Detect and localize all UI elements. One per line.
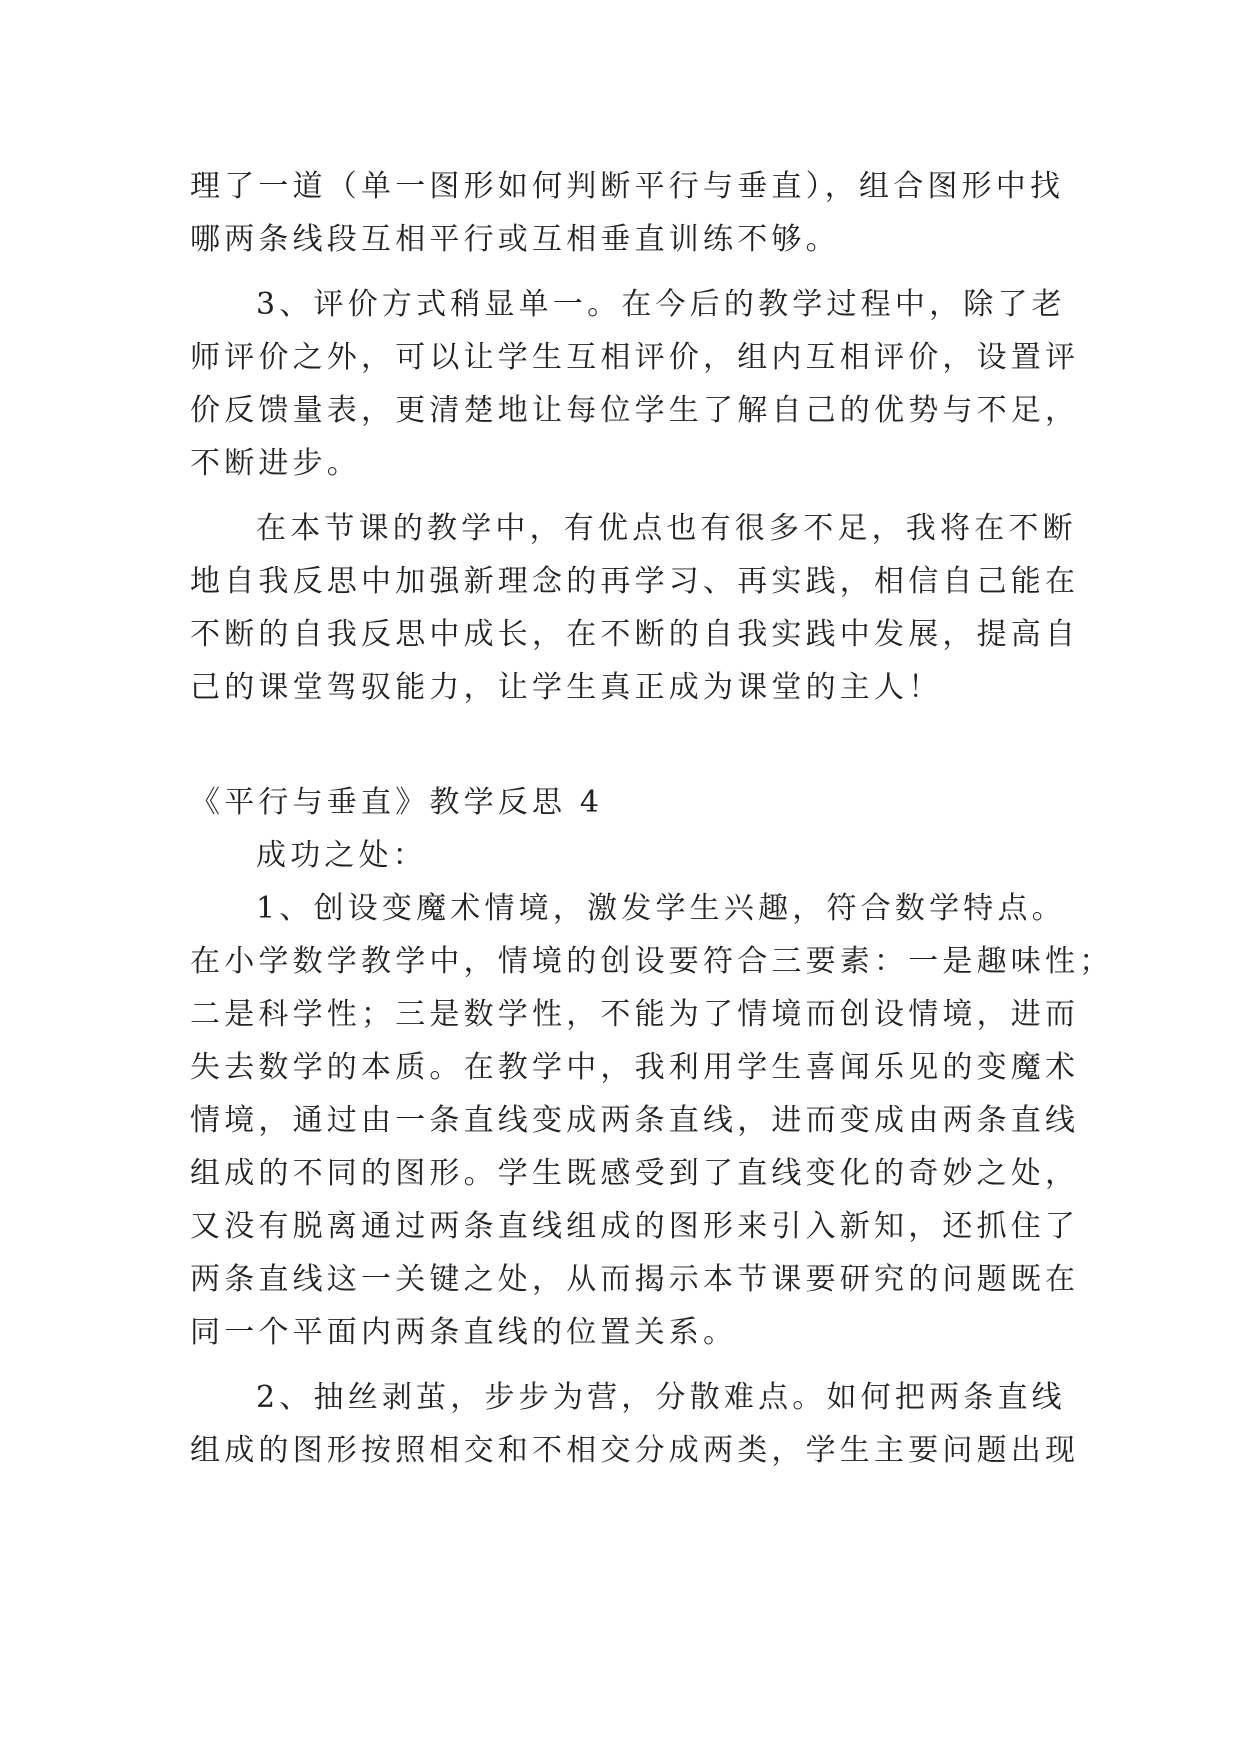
paragraph <box>190 829 1050 882</box>
paragraph-continuation <box>190 160 1065 266</box>
text-line: 地自我反思中加强新理念的再学习、再实践，相信自己能在 <box>190 564 1080 599</box>
text-line: 不断进步。 <box>190 446 361 481</box>
text-line: 成功之处： <box>256 838 427 873</box>
text-line: 在小学数学教学中，情境的创设要符合三要素：一是趣味性； <box>190 944 1114 979</box>
paragraph <box>190 278 1080 490</box>
text-line: 组成的图形按照相交和不相交分成两类，学生主要问题出现 <box>190 1433 1080 1468</box>
text-line: 又没有脱离通过两条直线组成的图形来引入新知，还抓住了 <box>190 1209 1080 1244</box>
paragraph <box>190 882 1114 1359</box>
text-line: 3、评价方式稍显单一。在今后的教学过程中，除了老 <box>256 287 1066 322</box>
text-line: 不断的自我反思中成长，在不断的自我实践中发展，提高自 <box>190 617 1080 652</box>
text-line: 哪两条线段互相平行或互相垂直训练不够。 <box>190 222 840 257</box>
text-line: 二是科学性；三是数学性，不能为了情境而创设情境，进而 <box>190 997 1080 1032</box>
text-line: 同一个平面内两条直线的位置关系。 <box>190 1315 738 1350</box>
text-line: 1、创设变魔术情境，激发学生兴趣，符合数学特点。 <box>256 891 1066 926</box>
heading-text: 《平行与垂直》教学反思 4 <box>190 785 604 820</box>
text-line: 师评价之外，可以让学生互相评价，组内互相评价，设置评 <box>190 340 1080 375</box>
text-line: 两条直线这一关键之处，从而揭示本节课要研究的问题既在 <box>190 1262 1080 1297</box>
text-line: 价反馈量表，更清楚地让每位学生了解自己的优势与不足， <box>190 393 1080 428</box>
text-line: 己的课堂驾驭能力，让学生真正成为课堂的主人！ <box>190 670 943 705</box>
text-line: 情境，通过由一条直线变成两条直线，进而变成由两条直线 <box>190 1103 1080 1138</box>
paragraph <box>190 1371 1080 1477</box>
document-body <box>190 160 1114 1477</box>
text-line: 失去数学的本质。在教学中，我利用学生喜闻乐见的变魔术 <box>190 1050 1080 1085</box>
text-line: 理了一道（单一图形如何判断平行与垂直），组合图形中找 <box>190 169 1065 204</box>
text-line: 组成的不同的图形。学生既感受到了直线变化的奇妙之处， <box>190 1156 1080 1191</box>
text-line: 在本节课的教学中，有优点也有很多不足，我将在不断 <box>256 511 1077 546</box>
section-heading <box>190 776 1050 829</box>
text-line: 2、抽丝剥茧，步步为营，分散难点。如何把两条直线 <box>256 1380 1066 1415</box>
paragraph <box>190 502 1080 714</box>
